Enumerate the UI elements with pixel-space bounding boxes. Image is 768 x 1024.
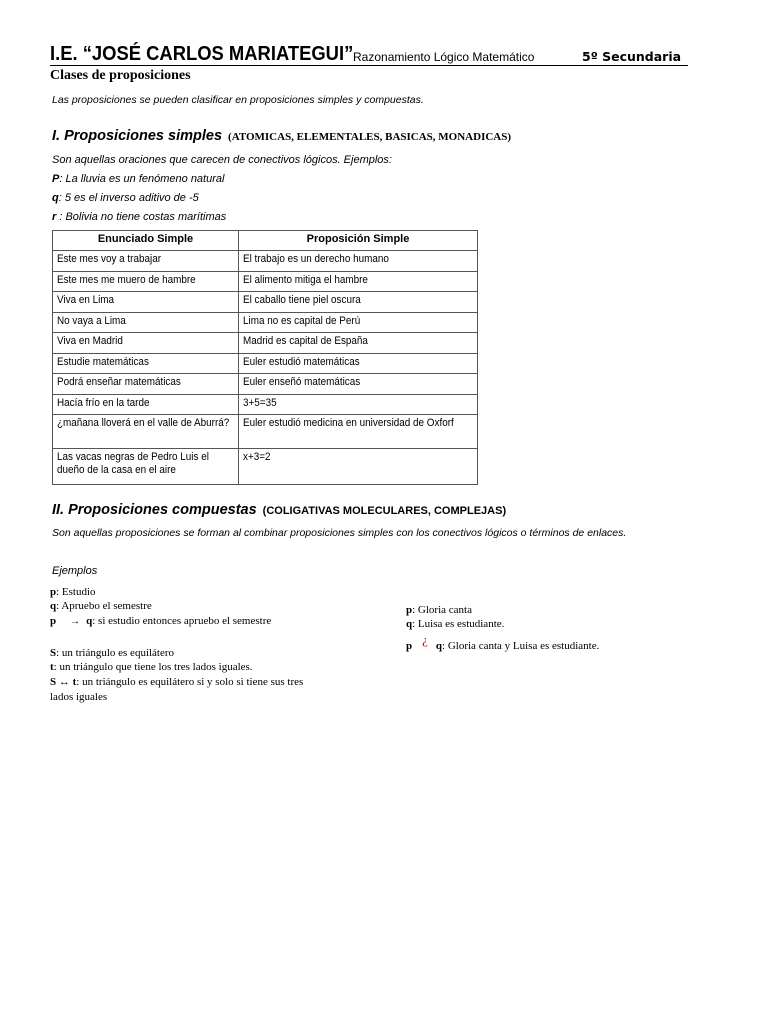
table-cell: No vaya a Lima <box>53 312 239 333</box>
section1-title: I. Proposiciones simples <box>52 128 223 144</box>
table-header: Proposición Simple <box>239 231 478 251</box>
section1-subtitle: (ATOMICAS, ELEMENTALES, BASICAS, MONADICAS) <box>228 131 512 143</box>
biconditional-arrow-icon: ↔ <box>58 676 70 688</box>
example-r <box>52 211 226 223</box>
ex-left-biconditional-cont: lados iguales <box>50 691 108 703</box>
table-row <box>53 292 478 313</box>
table-cell: Lima no es capital de Perú <box>239 312 478 333</box>
subject-name: Razonamiento Lógico Matemático <box>353 50 535 64</box>
table-cell: El trabajo es un derecho humano <box>239 251 478 272</box>
example-p <box>52 173 224 185</box>
table-cell: Viva en Madrid <box>53 333 239 354</box>
ex-left-biconditional: S ↔ t: un triángulo es equilátero si y solo si tiene sus tres <box>50 676 304 688</box>
table-cell: Viva en Lima <box>53 292 239 313</box>
table-row <box>53 251 478 272</box>
section2-description: Son aquellas proposiciones se forman al combinar proposiciones simples con los conectivos lógicos o términos de enlaces. <box>52 527 627 539</box>
ex-right-q: q: Luisa es estudiante. <box>406 618 505 630</box>
ex-right-conjunction: p ¿ q: Gloria canta y Luisa es estudiante. <box>406 632 600 652</box>
grade-label: 5º Secundaria <box>582 49 682 64</box>
section1-heading <box>52 128 511 144</box>
ex-left-p: p: Estudio <box>50 586 96 598</box>
ex-left-S: S: un triángulo es equilátero <box>50 647 175 659</box>
ex-left-q: q: Apruebo el semestre <box>50 600 152 612</box>
table-row <box>53 415 478 449</box>
example-q <box>52 192 199 204</box>
table-cell: Este mes voy a trabajar <box>53 251 239 272</box>
ex-right-p: p: Gloria canta <box>406 604 472 616</box>
table-header: Enunciado Simple <box>53 231 239 251</box>
section2-heading <box>52 502 506 518</box>
example-r-var: r <box>52 211 57 223</box>
section1-description: Son aquellas oraciones que carecen de conectivos lógicos. Ejemplos: <box>52 154 392 166</box>
table-cell: El alimento mitiga el hambre <box>239 271 478 292</box>
header-rule <box>50 65 688 66</box>
table-cell: Podrá enseñar matemáticas <box>53 374 239 395</box>
table-cell: Euler estudió medicina en universidad de Oxforf <box>239 415 478 449</box>
examples-label: Ejemplos <box>52 565 98 577</box>
table-row <box>53 353 478 374</box>
table-cell: El caballo tiene piel oscura <box>239 292 478 313</box>
school-name: I.E. “JOSÉ CARLOS MARIATEGUI” <box>50 43 354 65</box>
table-row <box>53 374 478 395</box>
table-cell: Este mes me muero de hambre <box>53 271 239 292</box>
example-p-var: P <box>52 173 60 185</box>
intro-text: Las proposiciones se pueden clasificar en proposiciones simples y compuestas. <box>52 94 424 106</box>
ex-left-conditional: p → q: si estudio entonces apruebo el semestre <box>50 615 272 627</box>
table-row <box>53 449 478 485</box>
ex-left-t: t: un triángulo que tiene los tres lados iguales. <box>50 661 253 673</box>
table-cell: Euler estudió matemáticas <box>239 353 478 374</box>
table-row <box>53 271 478 292</box>
arrow-icon: → <box>70 616 81 627</box>
conjunction-symbol-icon: ¿ <box>422 632 428 647</box>
table-cell: 3+5=35 <box>239 394 478 415</box>
example-p-text: : La lluvia es un fenómeno natural <box>59 173 225 185</box>
example-q-var: q <box>52 192 59 204</box>
example-q-text: : 5 es el inverso aditivo de -5 <box>58 192 199 204</box>
table-cell: Estudie matemáticas <box>53 353 239 374</box>
table-header-row <box>53 231 478 251</box>
page-title: Clases de proposiciones <box>50 68 191 83</box>
table-cell: Hacía frío en la tarde <box>53 394 239 415</box>
table-row <box>53 394 478 415</box>
table-cell: Las vacas negras de Pedro Luis el dueño de la casa en el aire <box>53 449 239 485</box>
section2-title: II. Proposiciones compuestas <box>52 502 257 518</box>
table-cell: Euler enseñó matemáticas <box>239 374 478 395</box>
section2-subtitle: (COLIGATIVAS MOLECULARES, COMPLEJAS) <box>262 505 507 517</box>
table-row <box>53 333 478 354</box>
table-row <box>53 312 478 333</box>
propositions-table <box>52 230 478 485</box>
example-r-text: : Bolivia no tiene costas marítimas <box>56 211 227 223</box>
table-cell: ¿mañana lloverá en el valle de Aburrá? <box>53 415 239 449</box>
table-cell: Madrid es capital de España <box>239 333 478 354</box>
table-cell: x+3=2 <box>239 449 478 485</box>
